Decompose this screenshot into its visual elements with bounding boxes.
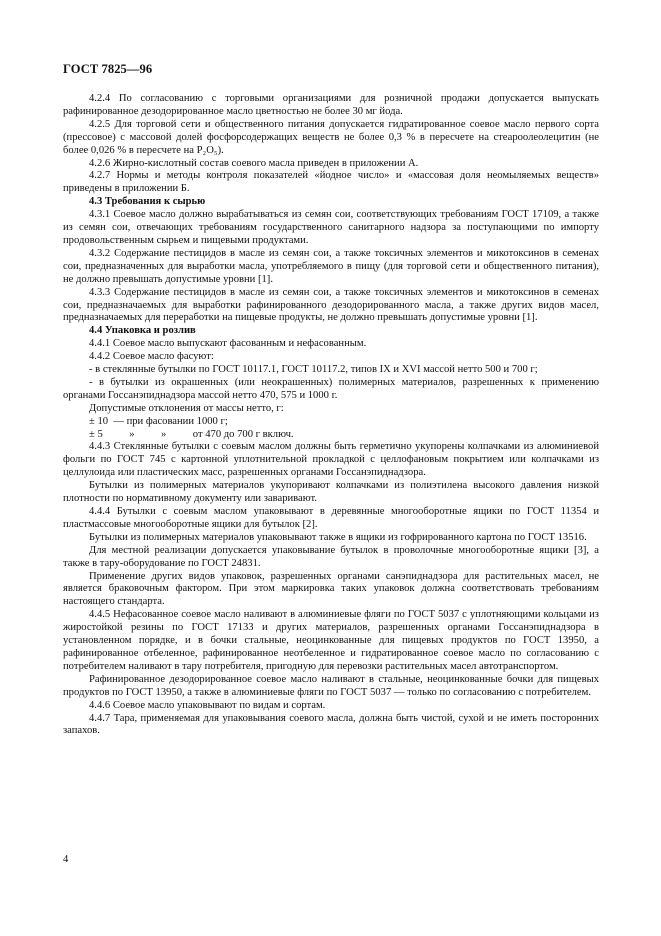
paragraph: 4.4.3 Стеклянные бутылки с соевым маслом должны быть герметично укупорены колпачками из алюминиевой фольги по ГОСТ 745 с картонной уплотнительной прокладкой с целлофановым покрытием или колпачками из целлулоида или пластических масс, разрешенных органами Госсанэпиднадзора.: [63, 441, 599, 479]
paragraph: 4.4.2 Соевое масло фасуют:: [89, 351, 214, 363]
paragraph: 4.2.4 По согласованию с торговыми организациями для розничной продажи допускается выпускать рафинированное дезодорированное масло цветностью не более 30 мг йода.: [63, 93, 599, 117]
section-heading: 4.4 Упаковка и розлив: [89, 325, 196, 337]
paragraph: 4.4.4 Бутылки с соевым маслом упаковывают в деревянные многооборотные ящики по ГОСТ 11354 и пластмассовые многооборотные ящики для бутылок [2].: [63, 506, 599, 530]
paragraph: - в бутылки из окрашенных (или неокрашенных) полимерных материалов, разрешенных к применению органами Госсанэпиднадзора массой нетто 470, 575 и 1000 г.: [63, 376, 599, 401]
paragraph: Бутылки из полимерных материалов упаковывают также в ящики из гофрированного картона по ГОСТ 13516.: [89, 531, 587, 543]
page-number: 4: [63, 854, 69, 865]
tolerance-line: ± 5 » » от 470 до 700 г включ.: [89, 428, 294, 440]
paragraph: 4.4.7 Тара, применяемая для упаковывания соевого масла, должна быть чистой, сухой и не иметь посторонних запахов.: [63, 712, 599, 737]
paragraph: Для местной реализации допускается упаковывание бутылок в проволочные многооборотные ящики [3], а также в тару-оборудование по ГОСТ 24831.: [63, 544, 599, 569]
paragraph: 4.4.1 Соевое масло выпускают фасованным и нефасованным.: [89, 338, 367, 350]
paragraph: - в стеклянные бутылки по ГОСТ 10117.1, ГОСТ 10117.2, типов IX и XVI массой нетто 500 и 700 г;: [89, 364, 538, 376]
standard-header: ГОСТ 7825—96: [63, 62, 153, 76]
tolerance-line: ± 10 — при фасовании 1000 г;: [89, 415, 228, 427]
section-heading: 4.3 Требования к сырью: [89, 196, 206, 208]
paragraph: 4.2.7 Нормы и методы контроля показателей «йодное число» и «массовая доля неомыляемых веществ» приведены в приложении Б.: [63, 170, 599, 195]
paragraph: Бутылки из полимерных материалов укупоривают колпачками из полиэтилена высокого давления низкой плотности по нормативному документу или заваривают.: [63, 480, 599, 505]
paragraph: 4.3.3 Содержание пестицидов в масле из семян сои, а также токсичных элементов и микотоксинов в семенах сои, предназначаемых для выработки рафинированного дезодорированного масла, а также других видов масел, предназначаемых для переработки на пищевые продукты, не должно превышать допустимые уровни [1].: [63, 286, 599, 324]
paragraph: 4.2.5 Для торговой сети и общественного питания допускается гидратированное соевое масло первого сорта (прессовое) с массовой долей фосфорсодержащих веществ не более 0,3 % в пересчете на стеароолеолецитин (не более 0,026 % в пересчете на Р₂О₅).: [63, 118, 599, 156]
document-body: [63, 93, 599, 738]
paragraph: Рафинированное дезодорированное соевое масло наливают в стальные, неоцинкованные бочки для пищевых продуктов по ГОСТ 13950, а также в алюминиевые фляги по ГОСТ 5037 — только по согласованию с потребителем.: [63, 673, 599, 698]
paragraph: Применение других видов упаковок, разрешенных органами санэпиднадзора для растительных масел, не является браковочным фактором. При этом маркировка таких упаковок должна соответствовать требованиям настоящего стандарта.: [63, 570, 599, 608]
paragraph: Допустимые отклонения от массы нетто, г:: [89, 402, 284, 414]
paragraph: 4.3.2 Содержание пестицидов в масле из семян сои, а также токсичных элементов и микотоксинов в семенах сои, предназначенных для выработки масла, употребляемого в пищу (для торговой сети и общественного питания), не должно превышать допустимые уровни [1].: [63, 247, 599, 285]
paragraph: 4.4.5 Нефасованное соевое масло наливают в алюминиевые фляги по ГОСТ 5037 с уплотняющими кольцами из жиростойкой резины по ГОСТ 17133 и других материалов, разрешенных органами Госсанэпиднадзора в установленном порядке, и в бочки стальные, неоцинкованные для пищевых продуктов по ГОСТ 13950, а рафинированное отбеленное, рафинированное неотбеленное и гидратированное соевое масло по согласованию с потребителем наливают в тару потребителя, пригодную для перевозки растительных масел автотранспортом.: [63, 609, 599, 672]
paragraph: 4.3.1 Соевое масло должно вырабатываться из семян сои, соответствующих требованиям ГОСТ 17109, а также из семян сои, отвечающих требованиям государственного санитарного надзора за поступающими по импорту продовольственным сырьем и пищевыми продуктами.: [63, 209, 599, 246]
paragraph: 4.2.6 Жирно-кислотный состав соевого масла приведен в приложении А.: [89, 157, 419, 169]
paragraph: 4.4.6 Соевое масло упаковывают по видам и сортам.: [89, 699, 326, 711]
